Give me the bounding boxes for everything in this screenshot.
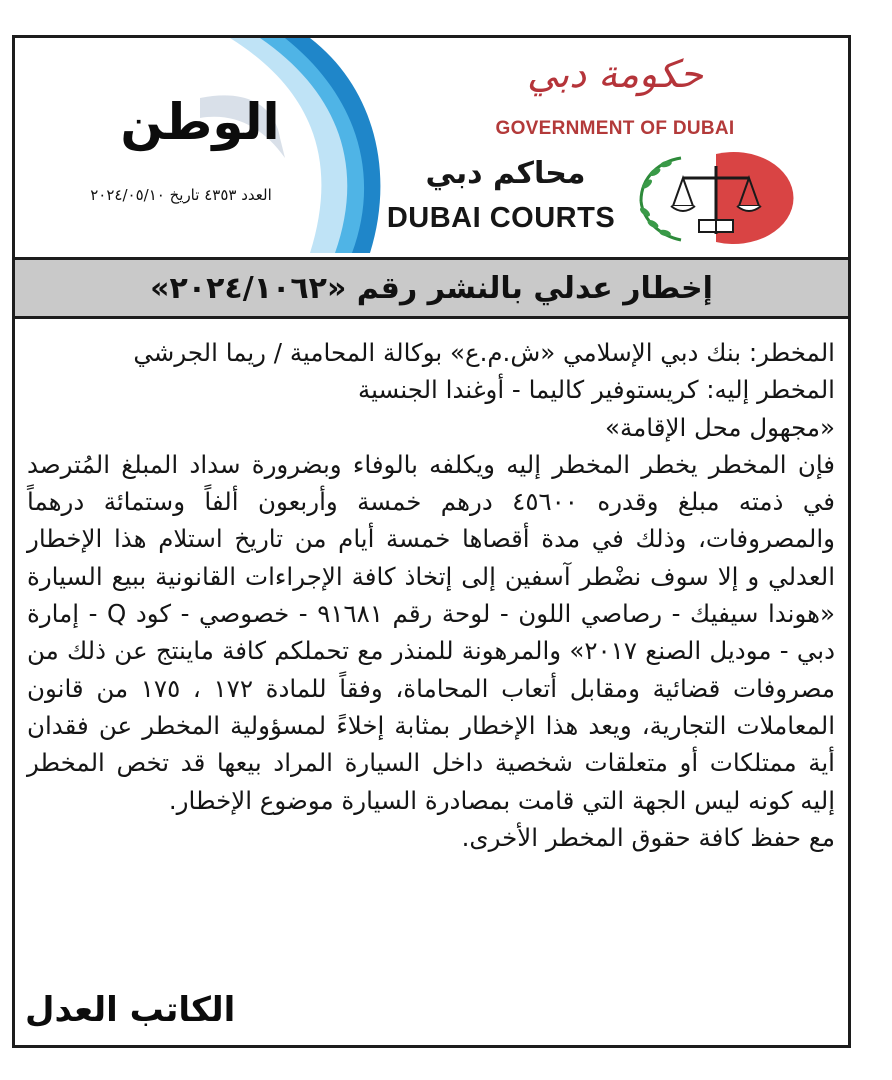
government-name-arabic: حكومة دبي (526, 52, 704, 96)
signature: الكاتب العدل (25, 990, 236, 1030)
courts-name-arabic: محاكم دبي (425, 156, 586, 191)
notice-paragraph: فإن المخطر يخطر المخطر إليه ويكلفه بالوفاء وبضرورة سداد المبلغ المُترصد في ذمته مبلغ وقدره ٤٥٦٠٠ درهم خمسة وأربعون ألفاً وستمائة درهماً والمصروفات، وذلك في مدة أقصاها خمسة أيام من تاريخ استلام هذا الإخطار العدلي و إلا سوف نضْطر آسفين إلى إتخاذ كافة الإجراءات القانونية ببيع السيارة «هوندا سيفيك - رصاصي اللون - لوحة رقم ٩١٦٨١ - خصوصي - كود Q - إمارة دبي - موديل الصنع ٢٠١٧» والمرهونة للمنذر مع تحملكم كافة ماينتج عن ذلك من مصروفات قضائية ومقابل أتعاب المحاماة، وفقاً للمادة ١٧٢ ، ١٧٥ من قانون المعاملات التجارية، ويعد هذا الإخطار بمثابة إخلاءً لمسؤولية المخطر عن فقدان أية ممتلكات أو متعلقات شخصية داخل السيارة المراد بيعها قد تخص المخطر إليه كونه ليس الجهة التي قامت بمصادرة السيارة موضوع الإخطار. (27, 449, 836, 815)
title-bar (15, 257, 848, 319)
courts-name-english: DUBAI COURTS (386, 202, 616, 234)
government-name-english: GOVERNMENT OF DUBAI (495, 118, 735, 139)
notice-body (27, 334, 835, 856)
dubai-courts-scales-icon (621, 146, 811, 246)
notice-title: إخطار عدلي بالنشر رقم «٢٠٢٤/١٠٦٢» (150, 270, 713, 306)
notified-party-line: المخطر إليه: كريستوفير كاليما - أوغندا الجنسية (357, 375, 835, 405)
notifier-line: المخطر: بنك دبي الإسلامي «ش.م.ع» بوكالة المحامية / ريما الجرشي (133, 338, 835, 367)
issue-info: العدد ٤٣٥٣ تاريخ ٢٠٢٤/٠٥/١٠ (90, 186, 272, 204)
closing-line: مع حفظ كافة حقوق المخطر الأخرى. (461, 822, 835, 852)
residence-line: «مجهول محل الإقامة» (605, 412, 835, 442)
newspaper-name: الوطن (120, 93, 280, 151)
notice-frame (12, 35, 851, 1048)
